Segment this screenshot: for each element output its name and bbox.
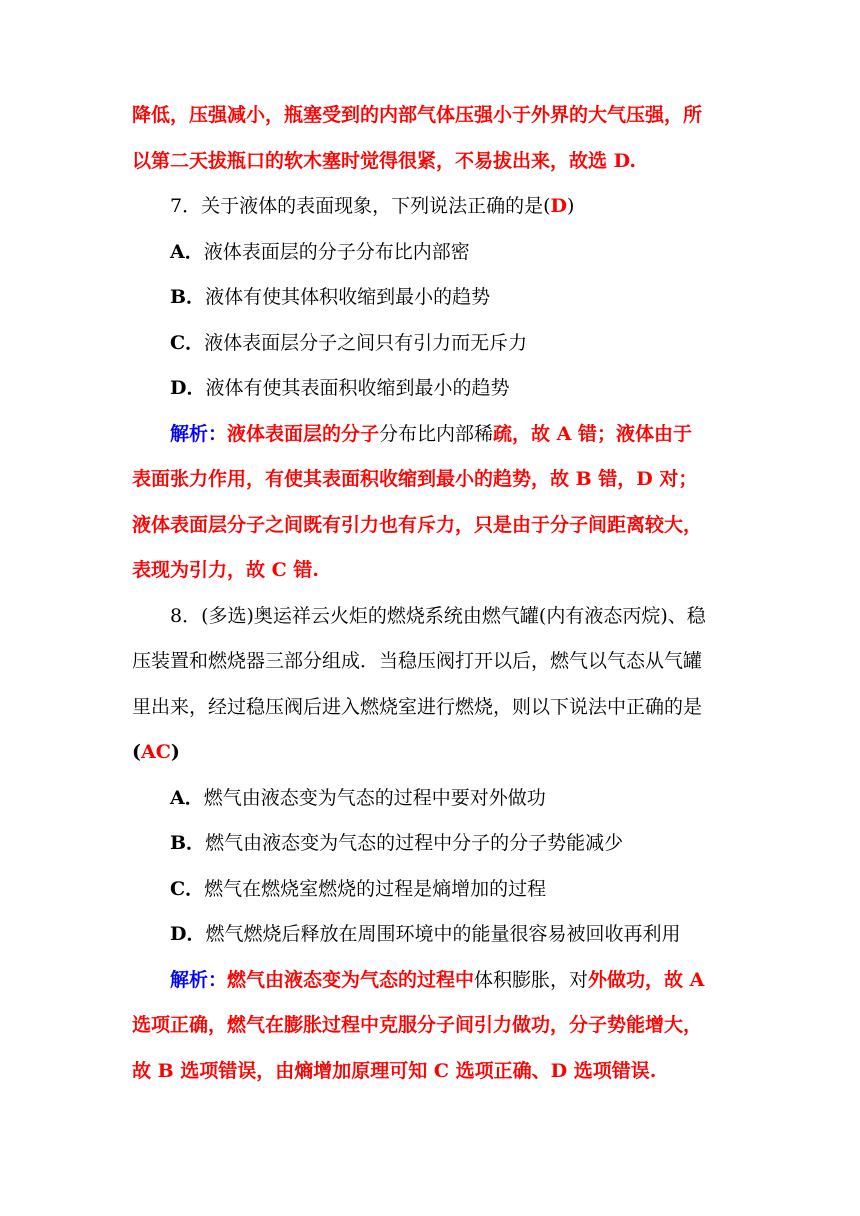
q8-option-a [132,783,732,829]
q7-option-c-text: 液体表面层分子之间只有引力而无斥力 [204,331,528,354]
q8-option-c-letter: C． [170,877,205,900]
q7-option-c-letter: C． [170,331,205,354]
q7-option-a [132,237,732,283]
q8-analysis-line-2: 选项正确，燃气在膨胀过程中克服分子间引力做功，分子势能增大， [132,1014,703,1036]
q8-option-b [132,828,732,874]
q8-option-a-letter: A． [170,786,204,809]
q8-analysis-line-3: 故 B 选项错误，由熵增加原理可知 C 选项正确、D 选项错误. [132,1059,657,1082]
q8-stem-open: ( [132,741,141,763]
q8-stem-close: ) [170,741,180,763]
q8-analysis-text-1c: 外做功，故 A [588,968,705,991]
q7-option-d [132,373,732,419]
q7-analysis-line-3: 液体表面层分子之间既有引力也有斥力，只是由于分子间距离较大， [132,513,703,536]
q8-analysis-text-1a: 燃气由液态变为气态的过程中 [227,968,475,991]
q8-option-d-text: 燃气燃烧后释放在周围环境中的能量很容易被回收再利用 [205,923,681,945]
answer6-line-1: 降低，压强减小，瓶塞受到的内部气体压强小于外界的大气压强，所 [132,104,703,126]
q8-stem-line-2: 压装置和燃烧器三部分组成．当稳压阀打开以后，燃气以气态从气罐 [132,650,703,672]
q7-option-b [132,282,732,328]
q7-analysis-line-1 [132,419,732,465]
q7-analysis-label: 解析： [170,422,228,445]
q7-option-b-letter: B． [170,286,206,308]
q7-analysis-text-1b: 分布比内部稀 [379,422,494,445]
q7-option-a-text: 液体表面层的分子分布比内部密 [203,240,470,263]
q7-analysis-text-1a: 液体表面层的分子 [227,422,380,445]
q8-stem-answer-line [132,737,732,783]
q7-option-a-letter: A． [170,240,204,263]
q7-option-d-text: 液体有使其表面积收缩到最小的趋势 [205,377,510,399]
q8-analysis-text-1b: 体积膨胀，对 [474,968,589,991]
q8-answer: AC [141,741,171,763]
q7-answer: D [550,195,567,217]
q8-option-c [132,874,732,920]
q7-analysis-line-2: 表面张力作用，有使其表面积收缩到最小的趋势，故 B 错，D 对； [132,468,698,490]
q8-stem-line-1: 8．(多选)奥运祥云火炬的燃烧系统由燃气罐(内有液态丙烷)、稳 [170,604,706,627]
q7-analysis-text-1c: 疏，故 A 错；液体由于 [493,422,693,445]
q8-option-a-text: 燃气由液态变为气态的过程中要对外做功 [203,786,546,809]
q8-option-b-letter: B． [170,832,206,854]
q8-stem-line-3: 里出来，经过稳压阀后进入燃烧室进行燃烧，则以下说法中正确的是 [132,695,703,718]
q7-stem-text: 7．关于液体的表面现象，下列说法正确的是( [170,195,551,217]
q8-analysis-label: 解析： [170,968,228,991]
q7-stem-close: ) [567,195,575,217]
q8-option-c-text: 燃气在燃烧室燃烧的过程是熵增加的过程 [204,877,547,900]
q8-option-b-text: 燃气由液态变为气态的过程中分子的分子势能减少 [205,832,624,854]
q8-option-d [132,919,732,965]
q7-option-c [132,328,732,374]
q7-option-d-letter: D． [170,377,206,399]
q7-analysis-line-4: 表现为引力，故 C 错. [132,559,319,581]
q8-option-d-letter: D． [170,923,206,945]
document-page [132,100,732,1101]
q8-analysis-line-1 [132,965,732,1011]
q7-stem [132,191,732,237]
answer6-line-2: 以第二天拔瓶口的软木塞时觉得很紧，不易拔出来，故选 D. [132,149,637,172]
q7-option-b-text: 液体有使其体积收缩到最小的趋势 [205,286,491,308]
